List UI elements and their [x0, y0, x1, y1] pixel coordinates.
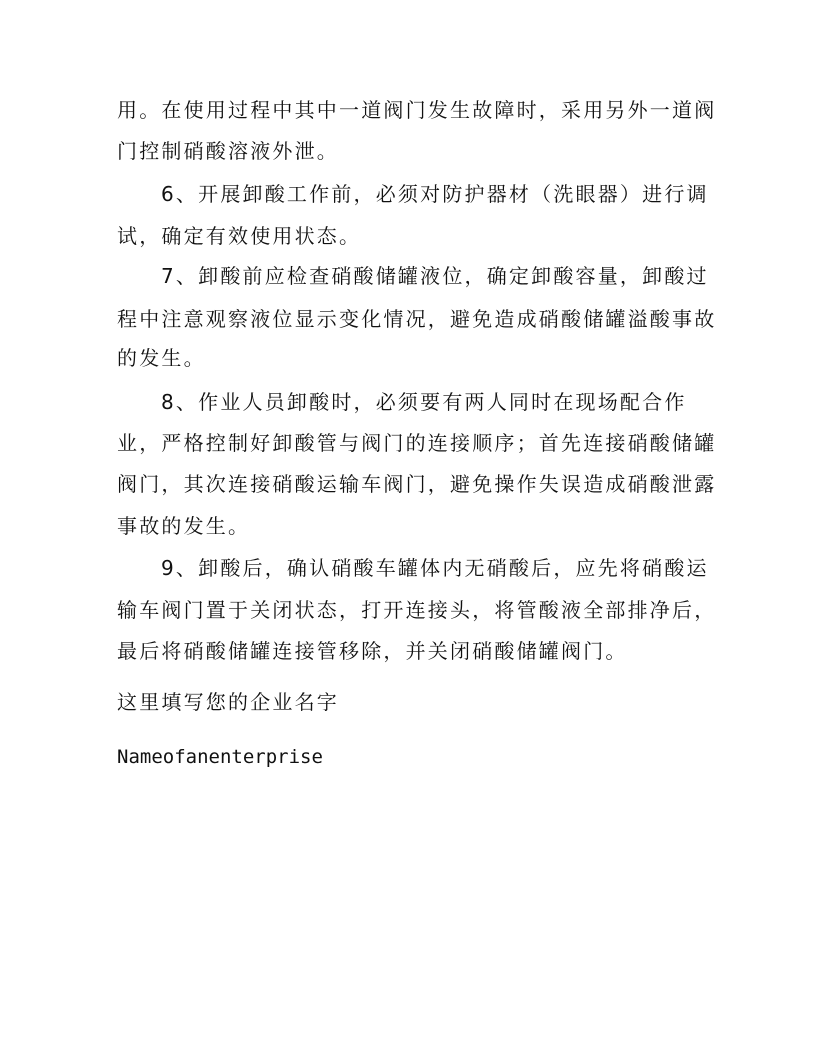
text-line: 用。在使用过程中其中一道阀门发生故障时，采用另外一道阀 [117, 98, 717, 122]
text-line: 事故的发生。 [117, 514, 251, 538]
paragraph-7-start: 7、卸酸前应检查硝酸储罐液位，确定卸酸容量，卸酸过 [161, 264, 709, 288]
text-line: 最后将硝酸储罐连接管移除，并关闭硝酸储罐阀门。 [117, 639, 628, 663]
text-line: 业，严格控制好卸酸管与阀门的连接顺序；首先连接硝酸储罐 [117, 431, 717, 455]
text-line: 阀门，其次连接硝酸运输车阀门，避免操作失误造成硝酸泄露 [117, 472, 717, 496]
text-line: 程中注意观察液位显示变化情况，避免造成硝酸储罐溢酸事故 [117, 307, 717, 331]
paragraph-6-start: 6、开展卸酸工作前，必须对防护器材（洗眼器）进行调 [161, 182, 709, 206]
paragraph-9-start: 9、卸酸后，确认硝酸车罐体内无硝酸后，应先将硝酸运 [161, 556, 709, 580]
text-line: 试，确定有效使用状态。 [117, 224, 362, 248]
company-name-cn: 这里填写您的企业名字 [117, 690, 339, 714]
text-line: 门控制硝酸溶液外泄。 [117, 139, 339, 163]
text-line: 输车阀门置于关闭状态，打开连接头，将管酸液全部排净后， [117, 598, 717, 622]
company-name-en: Nameofanenterprise [117, 746, 323, 768]
text-line: 的发生。 [117, 346, 206, 370]
paragraph-8-start: 8、作业人员卸酸时，必须要有两人同时在现场配合作 [161, 390, 687, 414]
